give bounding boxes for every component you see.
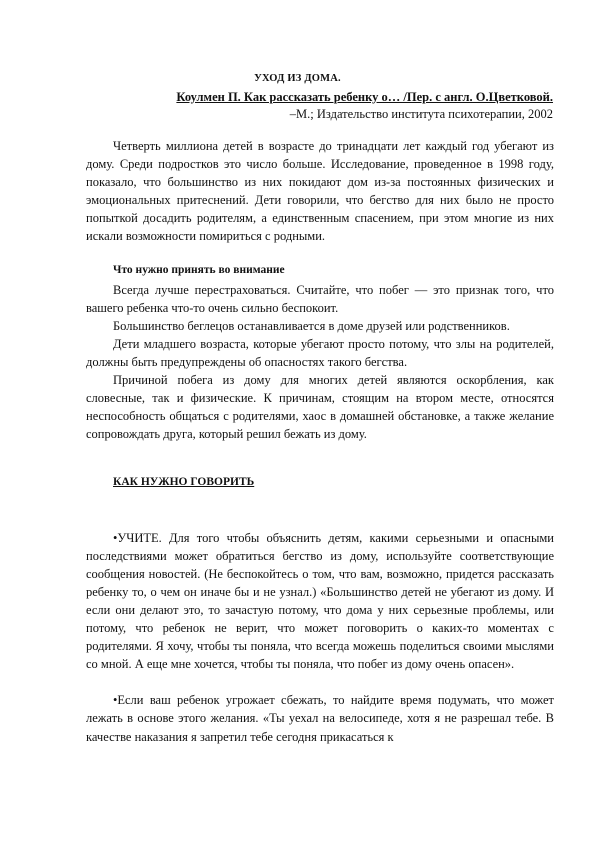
- document-title: УХОД ИЗ ДОМА.: [254, 73, 341, 84]
- section-heading-considerations: Что нужно принять во внимание: [113, 263, 285, 276]
- intro-paragraph: Четверть миллиона детей в возрасте до тринадцати лет каждый год убегают из дому. Среди подростков это число больше. Исследование, проведенное в 1998 году, показало, что большинство из них покидают дом из-за постоянных физических и эмоциональных притеснений. Дети говорили, что бегство для них было не просто попыткой досадить родителям, а единственным спасением, при этом многие из них искали возможности помириться с родными.: [86, 139, 554, 244]
- citation-line: Коулмен П. Как рассказать ребенку о… /Пер. с англ. О.Цветковой.: [176, 90, 553, 104]
- paragraph: Причиной побега из дому для многих детей являются оскорбления, как словесные, так и физические. К причинам, стоящим на втором месте, относятся неспособность общаться с родителями, хаос в домашней обстановке, а также желание сопровождать друга, который решил бежать из дому.: [86, 373, 554, 442]
- publisher-line: –М.; Издательство института психотерапии, 2002: [289, 107, 553, 121]
- paragraph: Дети младшего возраста, которые убегают просто потому, что злы на родителей, должны быть предупреждены об опасностях такого бегства.: [86, 336, 554, 370]
- bullet-paragraph: •УЧИТЕ. Для того чтобы объяснить детям, какими серьезными и опасными последствиями может обратиться бегство из дому, используйте соответствующие сообщения новостей. (Не беспокойтесь о том, что вам, возможно, придется рассказать ребенку то, о чем он иначе бы и не узнал.) «Большинство детей не убегают из дому. И если они делают это, то зачастую потому, что дома у них серьезные проблемы, или потому, что ребенок не верит, что может поговорить о каких-то моментах с родителями. Я хочу, чтобы ты поняла, что всегда можешь поделиться своими мыслями со мной. А еще мне хочется, чтобы ты поняла, что побег из дому очень опасен».: [86, 530, 554, 672]
- paragraph: Всегда лучше перестраховаться. Считайте, что побег — это признак того, что вашего ребенка что-то очень сильно беспокоит.: [86, 282, 554, 315]
- bullet-paragraph: •Если ваш ребенок угрожает сбежать, то найдите время подумать, что может лежать в основе этого желания. «Ты уехал на велосипеде, хотя я не разрешал тебе. В качестве наказания я запретил тебе сегодня прикасаться к: [86, 693, 554, 744]
- paragraph: Большинство беглецов останавливается в доме друзей или родственников.: [113, 318, 510, 333]
- document-body: [86, 137, 554, 746]
- section-heading-how-to-talk: КАК НУЖНО ГОВОРИТЬ: [113, 475, 255, 488]
